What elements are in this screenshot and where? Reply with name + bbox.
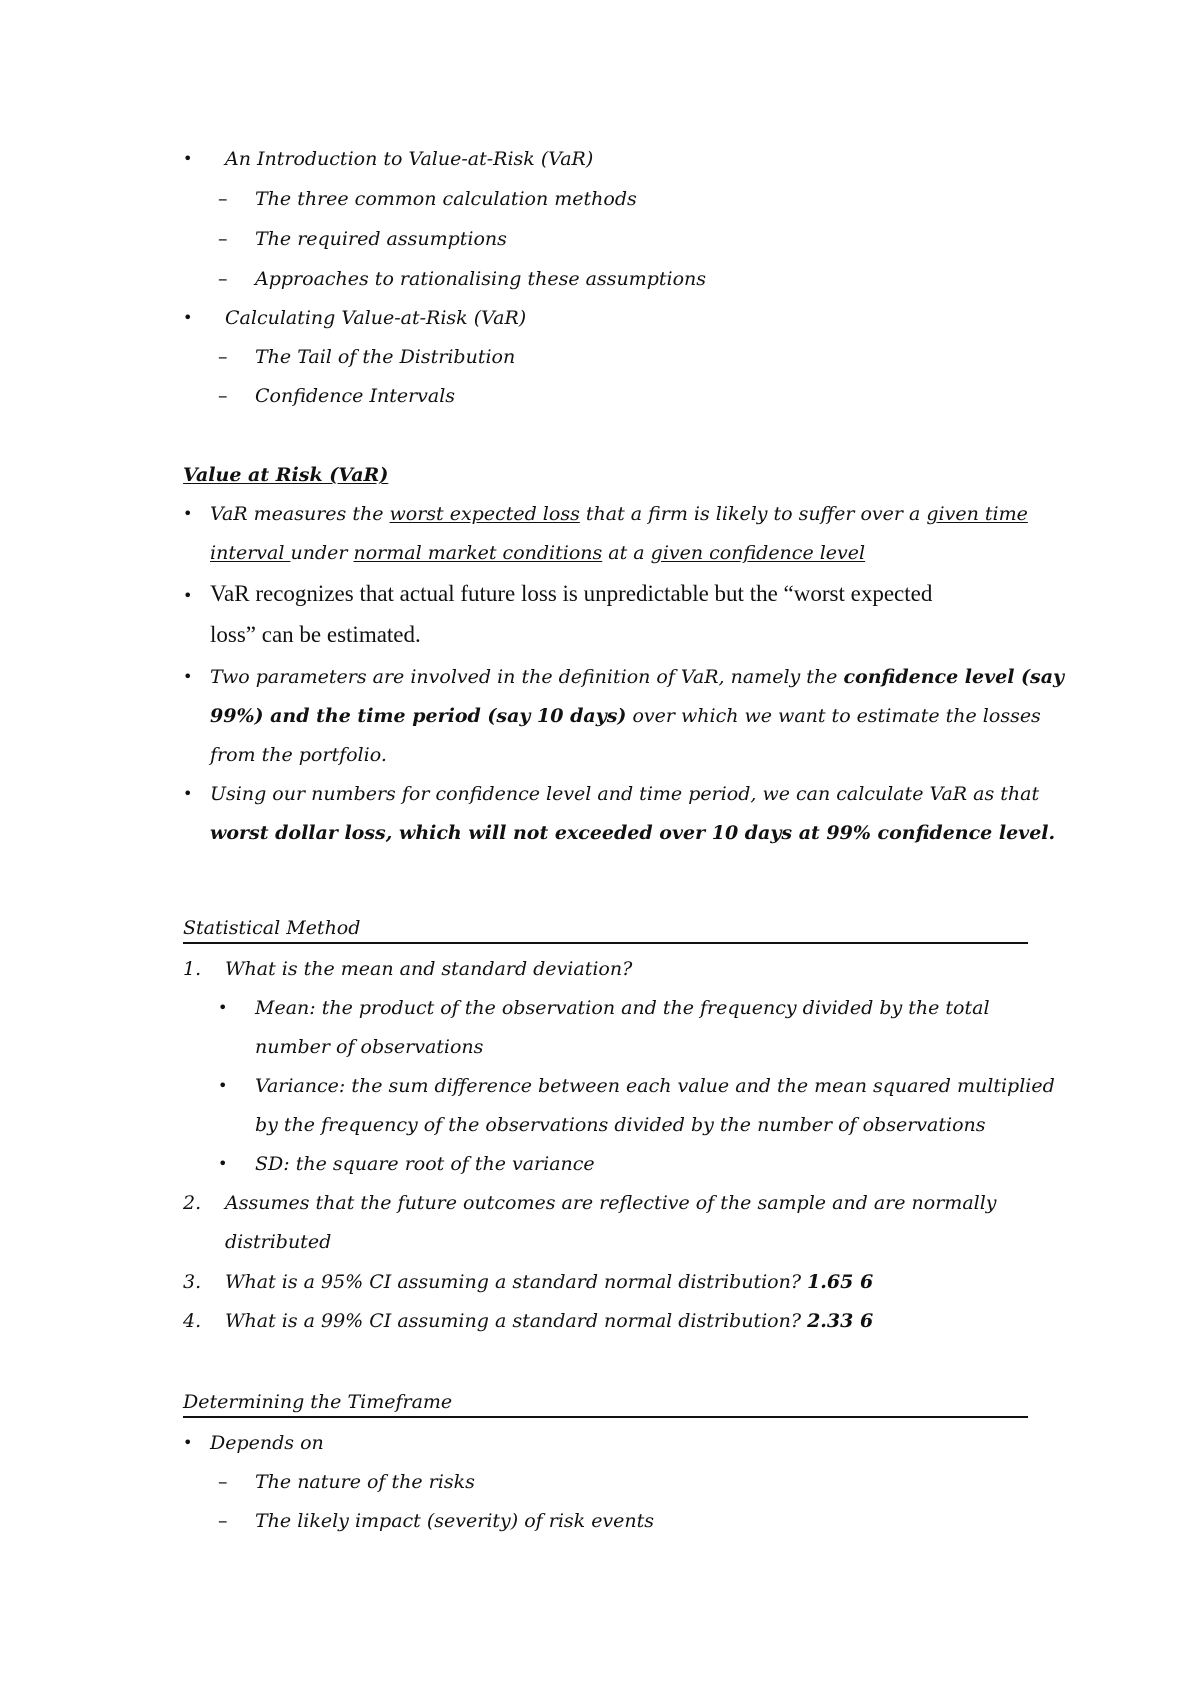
var-definition-line1 — [210, 502, 1028, 526]
bullet-marker: • — [218, 1076, 228, 1095]
text-run: over which we want to estimate the losses — [626, 705, 1041, 727]
list-number: 2. — [183, 1192, 202, 1214]
section-heading-var: Value at Risk (VaR) — [183, 464, 389, 486]
section-divider — [183, 942, 1028, 944]
dash-marker: – — [218, 268, 228, 290]
underlined-term: normal market conditions — [353, 542, 603, 564]
dash-marker: – — [218, 385, 228, 407]
dash-marker: – — [218, 188, 228, 210]
section-heading-timeframe: Determining the Timeframe — [183, 1391, 453, 1413]
text-run: What is a 99% CI assuming a standard normal distribution? — [225, 1310, 808, 1332]
stat-sub-variance-line2: by the frequency of the observations divided by the number of observations — [255, 1114, 986, 1136]
var-recognizes-line1: VaR recognizes that actual future loss is unpredictable but the “worst expected — [210, 581, 933, 606]
var-definition-line2 — [210, 541, 865, 565]
stat-sub-mean-line1: Mean: the product of the observation and the frequency divided by the total — [255, 997, 990, 1019]
var-parameters-line3: from the portfolio. — [210, 744, 387, 766]
bullet-marker: • — [183, 784, 193, 803]
var-recognizes-line2: loss” can be estimated. — [210, 622, 421, 647]
bullet-marker: • — [183, 504, 193, 523]
dash-marker: – — [218, 1510, 228, 1532]
stat-sub-sd: SD: the square root of the variance — [255, 1153, 595, 1175]
bullet-marker: • — [218, 1154, 228, 1173]
text-run: under — [290, 542, 354, 564]
bullet-marker: • — [183, 586, 193, 605]
bullet-marker: • — [183, 667, 193, 686]
text-run: at a — [602, 542, 651, 564]
timeframe-sub-item: The nature of the risks — [255, 1471, 475, 1493]
timeframe-sub-item: The likely impact (severity) of risk events — [255, 1510, 655, 1532]
bold-text: confidence level (say — [843, 666, 1065, 688]
bullet-marker: • — [218, 998, 228, 1017]
stat-item-99ci — [225, 1309, 873, 1333]
stat-item-assumes-line1: Assumes that the future outcomes are reflective of the sample and are normally — [225, 1192, 997, 1214]
text-run: What is a 95% CI assuming a standard normal distribution? — [225, 1271, 808, 1293]
text-run: that a firm is likely to suffer over a — [579, 503, 927, 525]
bold-text: 99%) and the time period (say 10 days) — [210, 705, 627, 727]
outline-sub-item: Approaches to rationalising these assumptions — [255, 268, 706, 290]
section-divider — [183, 1416, 1028, 1418]
outline-sub-item: The required assumptions — [255, 228, 507, 250]
var-numbers-line2: worst dollar loss, which will not exceeded over 10 days at 99% confidence level. — [210, 822, 1056, 844]
bullet-marker: • — [183, 1433, 193, 1452]
stat-item-95ci — [225, 1270, 873, 1294]
timeframe-depends-on: Depends on — [210, 1432, 324, 1454]
outline-sub-item: The Tail of the Distribution — [255, 346, 516, 368]
bold-answer: 1.65 6 — [807, 1271, 874, 1293]
outline-item-intro: An Introduction to Value-at-Risk (VaR) — [225, 148, 594, 170]
outline-sub-item: The three common calculation methods — [255, 188, 637, 210]
outline-sub-item: Confidence Intervals — [255, 385, 456, 407]
var-parameters-line1 — [210, 665, 1064, 689]
underlined-term: given confidence level — [650, 542, 866, 564]
list-number: 1. — [183, 958, 202, 980]
text-run: Two parameters are involved in the definition of VaR, namely the — [210, 666, 844, 688]
bullet-marker: • — [183, 149, 193, 168]
stat-sub-variance-line1: Variance: the sum difference between each value and the mean squared multiplied — [255, 1075, 1055, 1097]
list-number: 4. — [183, 1310, 202, 1332]
dash-marker: – — [218, 346, 228, 368]
underlined-term: worst expected loss — [389, 503, 580, 525]
bold-answer: 2.33 6 — [807, 1310, 874, 1332]
dash-marker: – — [218, 228, 228, 250]
underlined-term: interval — [210, 542, 291, 564]
list-number: 3. — [183, 1271, 202, 1293]
stat-item-assumes-line2: distributed — [225, 1231, 332, 1253]
stat-item-mean-sd: What is the mean and standard deviation? — [225, 958, 633, 980]
bullet-marker: • — [183, 308, 193, 327]
section-heading-statistical: Statistical Method — [183, 917, 361, 939]
stat-sub-mean-line2: number of observations — [255, 1036, 484, 1058]
underlined-term: given time — [926, 503, 1028, 525]
var-parameters-line2 — [210, 704, 1041, 728]
dash-marker: – — [218, 1471, 228, 1493]
var-numbers-line1: Using our numbers for confidence level and time period, we can calculate VaR as that — [210, 783, 1040, 805]
text-run: VaR measures the — [210, 503, 390, 525]
outline-item-calculating: Calculating Value-at-Risk (VaR) — [225, 307, 527, 329]
